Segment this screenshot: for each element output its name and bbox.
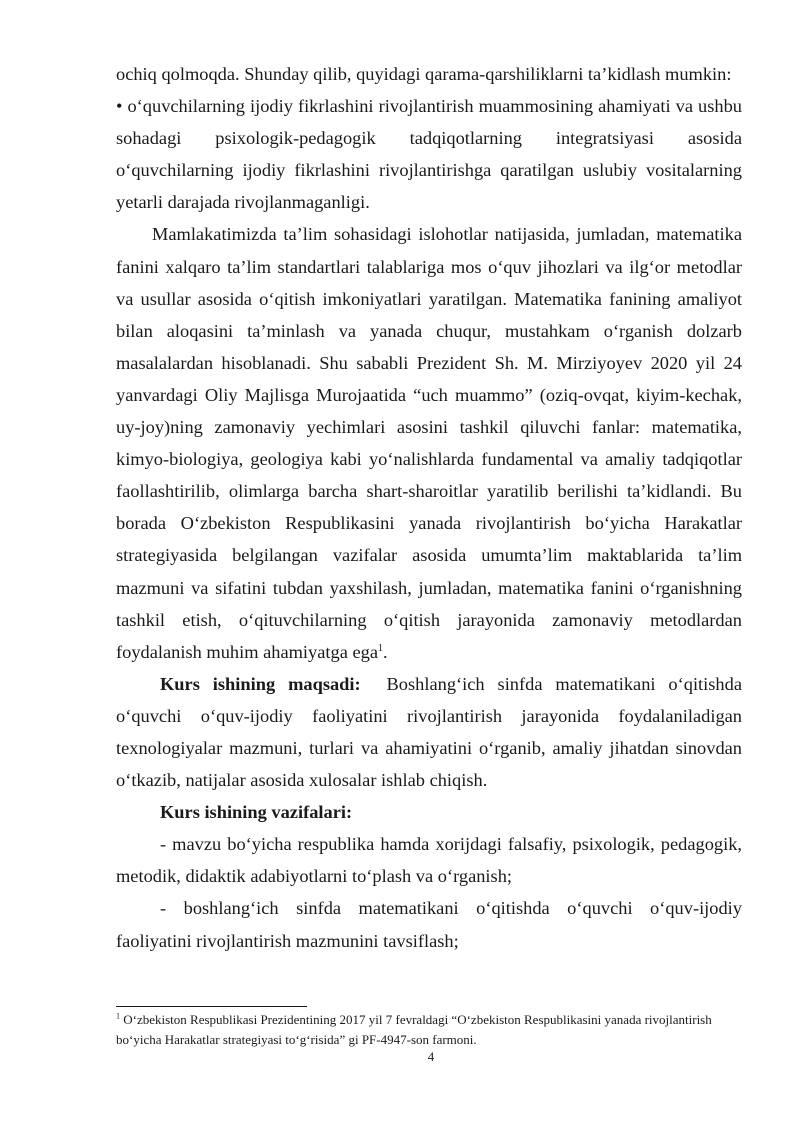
- page-number: 4: [427, 1049, 435, 1064]
- task-item-1: - mavzu bo‘yicha respublika hamda xorijdagi falsafiy, psixologik, pedagogik, metodik, didaktik adabiyotlarni to‘plash va o‘rganish;: [116, 834, 742, 887]
- footnote-marker: 1: [116, 1011, 120, 1021]
- document-body: [116, 58, 742, 957]
- tasks-heading: [116, 796, 742, 828]
- footnote: [116, 1010, 742, 1050]
- footnote-divider: [116, 1006, 307, 1007]
- task-item-2: - boshlang‘ich sinfda matematikani o‘qitishda o‘quvchi o‘quv-ijodiy faoliyatini rivojlantirish mazmunini tavsiflash;: [116, 898, 742, 951]
- paragraph-goal: [116, 668, 742, 796]
- paragraph-reforms-text: Mamlakatimizda ta’lim sohasidagi islohotlar natijasida, jumladan, matematika fanini xalqaro ta’lim standartlari talablariga mos o‘quv jihozlari va ilg‘or metodlar va usullar asosida o‘qitish imkoniyatlari yaratilgan. Matematika fanining amaliyot bilan aloqasini ta’minlash va yanada chuqur, mustahkam o‘rganish dolzarb masalalardan hisoblanadi. Shu sababli Prezident Sh. M. Mirziyoyev 2020 yil 24 yanvardagi Oliy Majlisga Murojaatida “uch muammo” (oziq-ovqat, kiyim-kechak, uy-joy)ning zamonaviy yechimlari asosini tashkil qiluvchi fanlar: matematika, kimyo-biologiya, geologiya kabi yo‘nalishlarda fundamental va amaliy tadqiqotlar faollashtirilib, olimlarga barcha shart-sharoitlar yaratilib berilishi ta’kidlandi. Bu borada O‘zbekiston Respublikasini yanada rivojlantirish bo‘yicha Harakatlar strategiyasida belgilangan vazifalar asosida umumta’lim maktablarida ta’lim mazmuni va sifatini tubdan yaxshilash, jumladan, matematika fanini o‘rganishning tashkil etish, o‘qituvchilarning o‘qitish jarayonida zamonaviy metodlardan foydalanish muhim ahamiyatga ega: [116, 224, 742, 662]
- goal-label: Kurs ishining maqsadi:: [160, 673, 361, 694]
- paragraph-contradiction: • o‘quvchilarning ijodiy fikrlashini rivojlantirish muammosining ahamiyati va ushbu sohadagi psixologik-pedagogik tadqiqotlarning integratsiyasi asosida o‘quvchilarning ijodiy fikrlashini rivojlantirishga qaratilgan uslubiy vositalarning yetarli darajada rivojlanmaganligi.: [116, 96, 742, 213]
- footnote-text: O‘zbekiston Respublikasi Prezidentining 2017 yil 7 fevraldagi “O‘zbekiston Respublikasini yanada rivojlantirish bo‘yicha Harakatlar strategiyasi to‘g‘risida” gi PF-4947-son farmoni.: [116, 1012, 712, 1047]
- tasks-heading-text: Kurs ishining vazifalari:: [160, 802, 353, 823]
- footnote-reference[interactable]: 1: [378, 642, 383, 654]
- paragraph-intro: ochiq qolmoqda. Shunday qilib, quyidagi qarama-qarshiliklarni ta’kidlash mumkin:: [116, 64, 732, 84]
- paragraph-reforms: [116, 218, 742, 667]
- goal-text: Boshlang‘ich sinfda matematikani o‘qitishda o‘quvchi o‘quv-ijodiy faoliyatini rivojlantirish jarayonida foydalaniladigan texnologiyalar mazmuni, turlari va ahamiyatini o‘rganib, amaliy jihatdan sinovdan o‘tkazib, natijalar asosida xulosalar ishlab chiqish.: [116, 673, 742, 791]
- paragraph-reforms-end: .: [383, 641, 388, 662]
